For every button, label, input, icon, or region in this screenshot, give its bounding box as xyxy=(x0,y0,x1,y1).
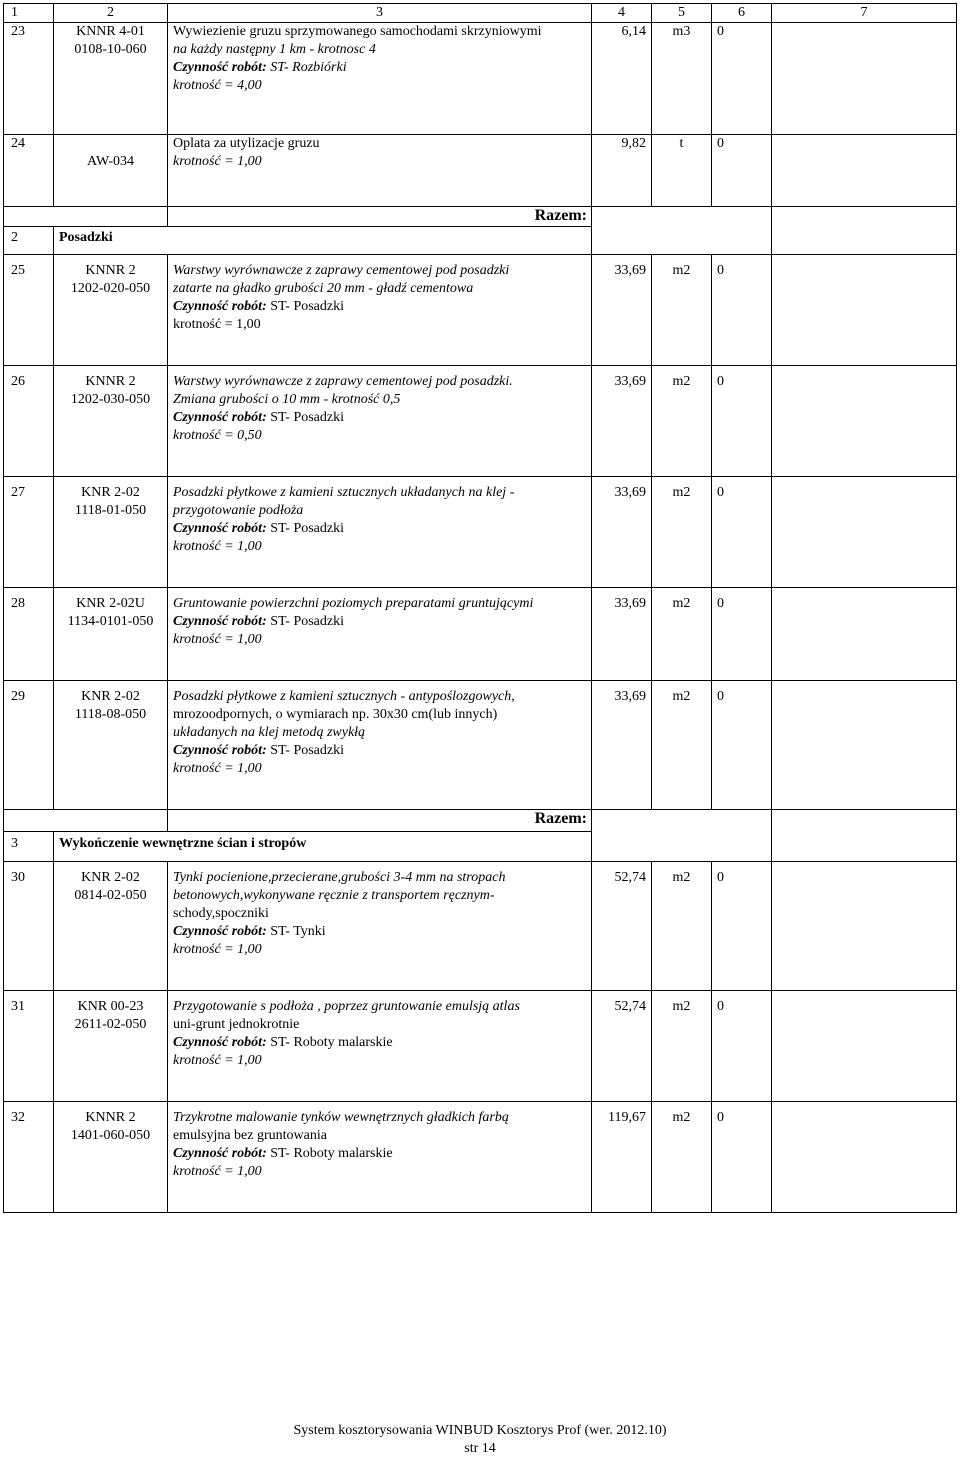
unit: m2 xyxy=(652,255,712,366)
col-header-5: 5 xyxy=(652,4,712,23)
cost-estimate-sheet xyxy=(3,3,956,1213)
value: 0 xyxy=(712,1102,772,1213)
page-footer xyxy=(0,1422,960,1458)
item-description: Tynki pocienione,przecierane,grubości 3-4 mm na stropach betonowych,wykonywane ręcznie z transportem ręcznym- schody,spoczniki Czynność robót: ST- Tynki krotność = 1,00 xyxy=(168,862,592,991)
unit: t xyxy=(652,135,712,207)
table-row xyxy=(4,477,957,588)
empty-cell xyxy=(772,255,957,366)
unit: m2 xyxy=(652,477,712,588)
value: 0 xyxy=(712,991,772,1102)
item-description: Wywiezienie gruzu sprzymowanego samochodami skrzyniowymi na każdy następny 1 km - krotnosc 4 Czynność robót: ST- Rozbiórki krotność = 4,00 xyxy=(168,23,592,135)
empty-cell xyxy=(772,366,957,477)
table-row xyxy=(4,135,957,207)
col-header-1: 1 xyxy=(4,4,54,23)
value: 0 xyxy=(712,255,772,366)
unit: m2 xyxy=(652,1102,712,1213)
quantity: 33,69 xyxy=(592,477,652,588)
page-number: str 14 xyxy=(464,1441,496,1456)
item-number: 26 xyxy=(4,366,54,477)
section-total-label: Razem: xyxy=(168,207,592,227)
item-number: 30 xyxy=(4,862,54,991)
unit: m3 xyxy=(652,23,712,135)
empty-cell xyxy=(772,681,957,810)
table-row xyxy=(4,366,957,477)
table-row xyxy=(4,681,957,810)
quantity: 33,69 xyxy=(592,681,652,810)
item-description: Warstwy wyrównawcze z zaprawy cementowej pod posadzki zatarte na gładko grubości 20 mm - gładź cementowa Czynność robót: ST- Posadzki krotność = 1,00 xyxy=(168,255,592,366)
catalog-code: KNNR 2 1401-060-050 xyxy=(54,1102,168,1213)
item-description: Przygotowanie s podłoża , poprzez gruntowanie emulsją atlas uni-grunt jednokrotnie Czynność robót: ST- Roboty malarskie krotność = 1,00 xyxy=(168,991,592,1102)
item-description: Trzykrotne malowanie tynków wewnętrznych gładkich farbą emulsyjna bez gruntowania Czynność robót: ST- Roboty malarskie krotność = 1,00 xyxy=(168,1102,592,1213)
column-numbers-row xyxy=(4,4,957,23)
catalog-code: KNR 2-02U 1134-0101-050 xyxy=(54,588,168,681)
catalog-code: KNNR 2 1202-020-050 xyxy=(54,255,168,366)
quantity: 33,69 xyxy=(592,588,652,681)
unit: m2 xyxy=(652,862,712,991)
table-row xyxy=(4,588,957,681)
section-title: Wykończenie wewnętrzne ścian i stropów xyxy=(54,832,592,862)
catalog-code: KNNR 4-01 0108-10-060 xyxy=(54,23,168,135)
empty-cell xyxy=(772,477,957,588)
item-number: 23 xyxy=(4,23,54,135)
value: 0 xyxy=(712,366,772,477)
quantity: 33,69 xyxy=(592,255,652,366)
table-row xyxy=(4,991,957,1102)
table-row xyxy=(4,1102,957,1213)
quantity: 52,74 xyxy=(592,862,652,991)
item-number: 27 xyxy=(4,477,54,588)
value: 0 xyxy=(712,23,772,135)
section-number: 3 xyxy=(4,832,54,862)
col-header-6: 6 xyxy=(712,4,772,23)
catalog-code: AW-034 xyxy=(54,135,168,207)
unit: m2 xyxy=(652,991,712,1102)
quantity: 119,67 xyxy=(592,1102,652,1213)
quantity: 33,69 xyxy=(592,366,652,477)
empty-cell xyxy=(772,862,957,991)
item-description: Posadzki płytkowe z kamieni sztucznych - antypoślozgowych, mrozoodpornych, o wymiarach np. 30x30 cm(lub innych) układanych na klej metodą zwykłą Czynność robót: ST- Posadzki krotność = 1,00 xyxy=(168,681,592,810)
catalog-code: KNR 00-23 2611-02-050 xyxy=(54,991,168,1102)
col-header-3: 3 xyxy=(168,4,592,23)
empty-cell xyxy=(772,23,957,135)
quantity: 9,82 xyxy=(592,135,652,207)
value: 0 xyxy=(712,588,772,681)
unit: m2 xyxy=(652,681,712,810)
col-header-4: 4 xyxy=(592,4,652,23)
quantity: 6,14 xyxy=(592,23,652,135)
item-description: Warstwy wyrównawcze z zaprawy cementowej pod posadzki. Zmiana grubości o 10 mm - krotność 0,5 Czynność robót: ST- Posadzki krotność = 0,50 xyxy=(168,366,592,477)
item-number: 24 xyxy=(4,135,54,207)
item-description: Gruntowanie powierzchni poziomych preparatami gruntującymi Czynność robót: ST- Posadzki krotność = 1,00 xyxy=(168,588,592,681)
item-number: 29 xyxy=(4,681,54,810)
item-description: Oplata za utylizacje gruzu krotność = 1,00 xyxy=(168,135,592,207)
item-number: 28 xyxy=(4,588,54,681)
table-row xyxy=(4,23,957,135)
col-header-7: 7 xyxy=(772,4,957,23)
section-title: Posadzki xyxy=(54,227,592,255)
item-number: 31 xyxy=(4,991,54,1102)
value: 0 xyxy=(712,681,772,810)
section-razem-row xyxy=(4,207,957,227)
section-number: 2 xyxy=(4,227,54,255)
item-number: 32 xyxy=(4,1102,54,1213)
value: 0 xyxy=(712,477,772,588)
catalog-code: KNNR 2 1202-030-050 xyxy=(54,366,168,477)
catalog-code: KNR 2-02 1118-08-050 xyxy=(54,681,168,810)
section-razem-row xyxy=(4,810,957,832)
quantity: 52,74 xyxy=(592,991,652,1102)
catalog-code: KNR 2-02 1118-01-050 xyxy=(54,477,168,588)
catalog-code: KNR 2-02 0814-02-050 xyxy=(54,862,168,991)
empty-cell xyxy=(772,1102,957,1213)
value: 0 xyxy=(712,862,772,991)
value: 0 xyxy=(712,135,772,207)
item-number: 25 xyxy=(4,255,54,366)
table-row xyxy=(4,862,957,991)
cost-estimate-table xyxy=(3,3,957,1213)
table-row xyxy=(4,255,957,366)
section-total-label: Razem: xyxy=(168,810,592,832)
empty-cell xyxy=(772,135,957,207)
empty-cell xyxy=(772,588,957,681)
unit: m2 xyxy=(652,588,712,681)
item-description: Posadzki płytkowe z kamieni sztucznych układanych na klej - przygotowanie podłoża Czynność robót: ST- Posadzki krotność = 1,00 xyxy=(168,477,592,588)
empty-cell xyxy=(772,991,957,1102)
software-credit: System kosztorysowania WINBUD Kosztorys Prof (wer. 2012.10) xyxy=(293,1423,667,1438)
col-header-2: 2 xyxy=(54,4,168,23)
unit: m2 xyxy=(652,366,712,477)
